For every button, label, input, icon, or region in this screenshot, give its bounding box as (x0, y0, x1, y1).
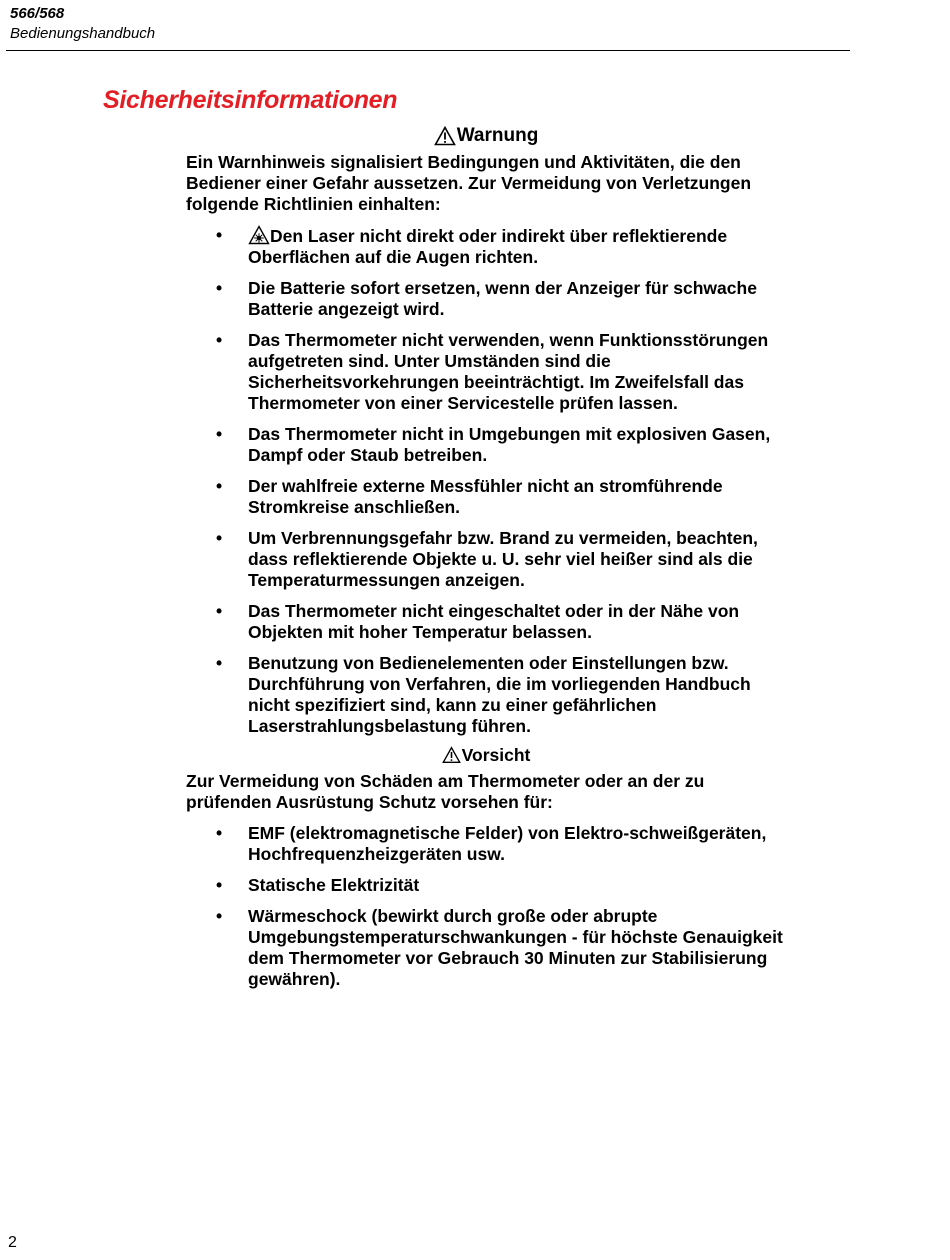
bullet: • (216, 653, 223, 673)
bullet: • (216, 601, 223, 621)
list-item-text: Die Batterie sofort ersetzen, wenn der Anzeiger für schwache Batterie angezeigt wird. (248, 278, 757, 319)
bullet: • (216, 875, 223, 895)
list-item-text: Das Thermometer nicht in Umgebungen mit explosiven Gasen, Dampf oder Staub betreiben. (248, 424, 771, 465)
list-item (186, 906, 786, 990)
list-item (186, 601, 786, 643)
list-item (186, 278, 786, 320)
caution-label: Vorsicht (461, 745, 531, 765)
list-item (186, 225, 786, 268)
bullet: • (216, 476, 223, 496)
bullet: • (216, 278, 223, 298)
list-item (186, 875, 786, 896)
bullet: • (216, 424, 223, 444)
list-item-text: EMF (elektromagnetische Felder) von Elektro-schweißgeräten, Hochfrequenzheizgeräten usw. (248, 823, 767, 864)
safety-content (186, 124, 786, 1000)
list-item-text: Der wahlfreie externe Messfühler nicht an stromführende Stromkreise anschließen. (248, 476, 723, 517)
list-item (186, 476, 786, 518)
list-item (186, 653, 786, 737)
warning-intro: Ein Warnhinweis signalisiert Bedingungen und Aktivitäten, die den Bediener einer Gefahr aussetzen. Zur Vermeidung von Verletzungen folgende Richtlinien einhalten: (186, 152, 752, 214)
list-item-text: Das Thermometer nicht eingeschaltet oder in der Nähe von Objekten mit hoher Temperatur belassen. (248, 601, 740, 642)
bullet: • (216, 823, 223, 843)
warning-heading (186, 124, 786, 148)
list-item-text: Wärmeschock (bewirkt durch große oder abrupte Umgebungstemperaturschwankungen - für höchste Genauigkeit dem Thermometer vor Gebrauch 30 Minuten zur Stabilisierung gewähren). (248, 906, 783, 989)
laser-warning-icon (248, 225, 270, 245)
warning-label: Warnung (456, 125, 539, 146)
list-item-text: Statische Elektrizität (248, 875, 420, 895)
warning-list (186, 225, 786, 737)
bullet: • (216, 528, 223, 548)
list-item (186, 424, 786, 466)
header-divider (6, 50, 850, 51)
bullet: • (216, 225, 223, 245)
model-number: 566/568 (10, 5, 65, 22)
list-item-text: Das Thermometer nicht verwenden, wenn Funktionsstörungen aufgetreten sind. Unter Umständen sind die Sicherheitsvorkehrungen beeinträchtigt. Im Zweifelsfall das Thermometer von einer Servicestelle prüfen lassen. (248, 330, 769, 413)
page-number: 2 (8, 1234, 17, 1251)
list-item (186, 330, 786, 414)
bullet: • (216, 906, 223, 926)
caution-intro: Zur Vermeidung von Schäden am Thermometer oder an der zu prüfenden Ausrüstung Schutz vorsehen für: (186, 771, 705, 812)
section-title: Sicherheitsinformationen (103, 86, 398, 114)
warning-triangle-icon (442, 746, 461, 764)
caution-list (186, 823, 786, 990)
manual-title: Bedienungshandbuch (10, 25, 156, 42)
list-item-text: Um Verbrennungsgefahr bzw. Brand zu vermeiden, beachten, dass reflektierende Objekte u. U. sehr viel heißer sind als die Temperaturmessungen anzeigen. (248, 528, 758, 590)
list-item (186, 528, 786, 591)
bullet: • (216, 330, 223, 350)
page-header (10, 4, 155, 44)
warning-triangle-icon (434, 126, 456, 146)
list-item-text: Benutzung von Bedienelementen oder Einstellungen bzw. Durchführung von Verfahren, die im vorliegenden Handbuch nicht spezifiziert sind, kann zu einer gefährlichen Laserstrahlungsbelastung führen. (248, 653, 751, 736)
list-item (186, 823, 786, 865)
caution-heading (186, 743, 786, 767)
list-item-text: Den Laser nicht direkt oder indirekt über reflektierende Oberflächen auf die Augen richten. (248, 226, 728, 267)
